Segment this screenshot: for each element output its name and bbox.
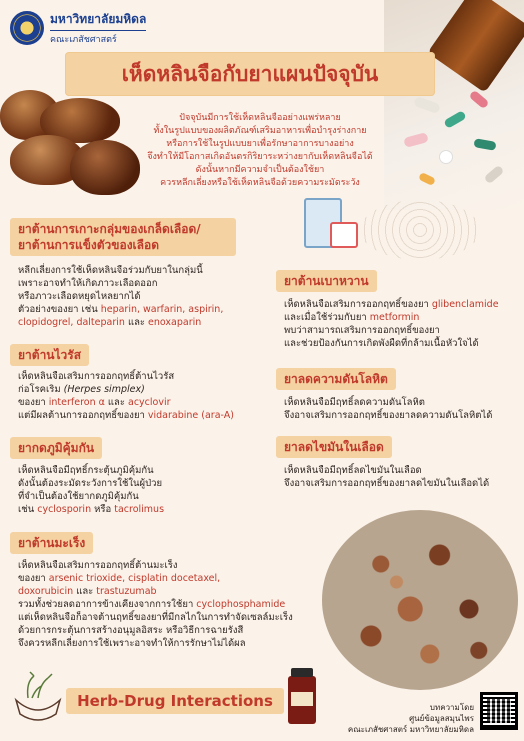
- body-line: จึงควรหลีกเลี่ยงการใช้เพราะอาจทำให้การรักษาไม่ได้ผล: [18, 638, 246, 649]
- text: หรือ: [91, 504, 115, 515]
- faculty-name: คณะเภสัชศาสตร์: [50, 30, 146, 46]
- intro-line: ดังนั้นหากมีความจำเป็นต้องใช้ยา: [195, 165, 325, 175]
- drug-name: enoxaparin: [148, 317, 202, 328]
- body-line: เห็ดหลินจือมีฤทธิ์ลดความดันโลหิต: [284, 397, 425, 408]
- body-line: ที่จำเป็นต้องใช้ยากดภูมิคุ้มกัน: [18, 491, 139, 502]
- intro-text: [140, 112, 380, 190]
- section-heading-antiplatelet: [10, 218, 236, 256]
- text: ของยา: [18, 573, 49, 584]
- section-body-antiplatelet: [18, 264, 278, 329]
- herb-drug-banner: [66, 688, 284, 714]
- body-line: จึงอาจเสริมการออกฤทธิ์ของยาลดไขมันในเลือดได้: [284, 478, 490, 489]
- section-body-hypertension: [284, 396, 520, 422]
- text: ตัวอย่างของยา เช่น: [18, 304, 101, 315]
- body-line: [18, 503, 278, 516]
- text: ของยา: [18, 397, 49, 408]
- drug-name: doxorubicin: [18, 586, 74, 597]
- drug-name: tacrolimus: [114, 504, 165, 515]
- body-line: [18, 316, 278, 329]
- section-body-antiviral: [18, 370, 278, 422]
- drug-names: heparin, warfarin, aspirin,: [100, 304, 224, 315]
- pills-image: [384, 0, 524, 210]
- university-seal-icon: [10, 11, 44, 45]
- section-body-diabetes: [284, 298, 520, 350]
- body-line: [18, 572, 318, 585]
- body-line: [18, 598, 318, 611]
- drug-name: cyclosporin: [37, 504, 92, 515]
- intro-line: ปัจจุบันมีการใช้เห็ดหลินจืออย่างแพร่หลาย: [179, 113, 341, 123]
- drug-names: clopidogrel, dalteparin: [18, 317, 125, 328]
- body-line: เห็ดหลินจือมีฤทธิ์กระตุ้นภูมิคุ้มกัน: [18, 465, 154, 476]
- text: และเมื่อใช้ร่วมกับยา: [284, 312, 370, 323]
- body-line: หรือภาวะเลือดหยุดไหลยากได้: [18, 291, 141, 302]
- credit-line: คณะเภสัชศาสตร์ มหาวิทยาลัยมหิดล: [347, 725, 474, 734]
- intro-line: จึงทำให้มีโอกาสเกิดอันตรกิริยาระหว่างยากับเห็ดหลินจือได้: [147, 152, 373, 162]
- credit-line: บทความโดย: [429, 703, 474, 712]
- drug-name: trastuzumab: [96, 586, 157, 597]
- body-line: [18, 409, 278, 422]
- body-line: หลีกเลี่ยงการใช้เห็ดหลินจือร่วมกับยาในกลุ่มนี้: [18, 265, 203, 276]
- body-line: แต่เห็ดหลินจือก็อาจต้านฤทธิ์ของยาที่มีกลไกในการทำจัดเซลล์มะเร็ง: [18, 612, 293, 623]
- drug-name: cyclophosphamide: [196, 599, 286, 610]
- credit-block: [348, 702, 474, 735]
- body-line: เห็ดหลินจือเสริมการออกฤทธิ์ต้านไวรัส: [18, 371, 175, 382]
- section-body-anticancer: [18, 559, 318, 650]
- drug-names: arsenic trioxide, cisplatin docetaxel,: [48, 573, 221, 584]
- intro-line: ทั้งในรูปแบบของผลิตภัณฑ์เสริมอาหารเพื่อบำรุงร่างกาย: [153, 126, 367, 136]
- section-heading-antiviral: ยาต้านไวรัส: [10, 344, 89, 366]
- body-line: ด้วยการกระตุ้นการสร้างอนุมูลอิสระ หรือวิธีการฉายรังสี: [18, 625, 244, 636]
- qr-code-icon[interactable]: [480, 692, 518, 730]
- drug-name: acyclovir: [128, 397, 171, 408]
- body-line: ดังนั้นต้องระมัดระวังการใช้ในผู้ป่วย: [18, 478, 163, 489]
- body-line: [18, 303, 278, 316]
- body-line: [18, 396, 278, 409]
- drug-name: interferon α: [48, 397, 105, 408]
- text: เช่น: [18, 504, 38, 515]
- section-heading-immunosuppressant: ยากดภูมิคุ้มกัน: [10, 437, 102, 459]
- body-line: เพราะอาจทำให้เกิดภาวะเลือดออก: [18, 278, 158, 289]
- intro-line: หรือการใช้ในรูปแบบยาเพื่อรักษาอาการบางอย่าง: [166, 139, 354, 149]
- text: ก่อโรคเริม: [18, 384, 64, 395]
- section-heading-lipid: ยาลดไขมันในเลือด: [276, 436, 392, 458]
- text: และ: [124, 317, 149, 328]
- logo-text: [50, 10, 146, 46]
- medicine-bottle-icon: [288, 676, 316, 724]
- heading-line: ยาต้านการเกาะกลุ่มของเกล็ดเลือด/: [18, 222, 201, 236]
- intro-line: ควรหลีกเลี่ยงหรือใช้เห็ดหลินจือด้วยความระมัดระวัง: [160, 178, 360, 188]
- section-heading-diabetes: ยาต้านเบาหวาน: [276, 270, 377, 292]
- page-title: เห็ดหลินจือกับยาแผนปัจจุบัน: [121, 61, 379, 86]
- body-line: และช่วยป้องกันการเกิดพังผืดที่กล้ามเนื้อหัวใจได้: [284, 338, 479, 349]
- reishi-mushroom-image: [0, 90, 150, 205]
- text: และ: [104, 397, 128, 408]
- text: แต่มีผลต้านการออกฤทธิ์ของยา: [18, 410, 148, 421]
- university-logo: [10, 10, 146, 46]
- body-line: [18, 383, 278, 396]
- pill-bottle-icon: [427, 0, 524, 93]
- body-line: [18, 585, 318, 598]
- herb-mortar-icon: [8, 670, 68, 730]
- body-line: [284, 298, 520, 311]
- text: และ: [73, 586, 97, 597]
- herb-drug-title: Herb-Drug Interactions: [77, 692, 273, 710]
- body-line: จึงอาจเสริมการออกฤทธิ์ของยาลดความดันโลหิตได้: [284, 410, 493, 421]
- body-line: พบว่าสามารถเสริมการออกฤทธิ์ของยา: [284, 325, 440, 336]
- body-line: เห็ดหลินจือมีฤทธิ์ลดไขมันในเลือด: [284, 465, 422, 476]
- drug-name: metformin: [369, 312, 420, 323]
- heading-line: ยาต้านการแข็งตัวของเลือด: [18, 238, 160, 252]
- body-line: [284, 311, 520, 324]
- prescription-clipboard-icon: [296, 192, 366, 262]
- drug-name: glibenclamide: [431, 299, 499, 310]
- text: รวมทั้งช่วยลดอาการข้างเคียงจากการใช้ยา: [18, 599, 197, 610]
- org-name: มหาวิทยาลัยมหิดล: [50, 12, 147, 26]
- section-heading-anticancer: ยาต้านมะเร็ง: [10, 532, 93, 554]
- section-heading-hypertension: ยาลดความดันโลหิต: [276, 368, 396, 390]
- section-body-lipid: [284, 464, 520, 490]
- herb-sketch-decoration: [360, 200, 480, 260]
- virus-name: (Herpes simplex): [63, 384, 145, 395]
- credit-line: ศูนย์ข้อมูลสมุนไพร: [409, 714, 474, 723]
- section-body-immunosuppressant: [18, 464, 278, 516]
- text: เห็ดหลินจือเสริมการออกฤทธิ์ของยา: [284, 299, 432, 310]
- drug-name: vidarabine (ara-A): [147, 410, 234, 421]
- dried-reishi-image: [322, 510, 518, 690]
- body-line: เห็ดหลินจือเสริมการออกฤทธิ์ต้านมะเร็ง: [18, 560, 178, 571]
